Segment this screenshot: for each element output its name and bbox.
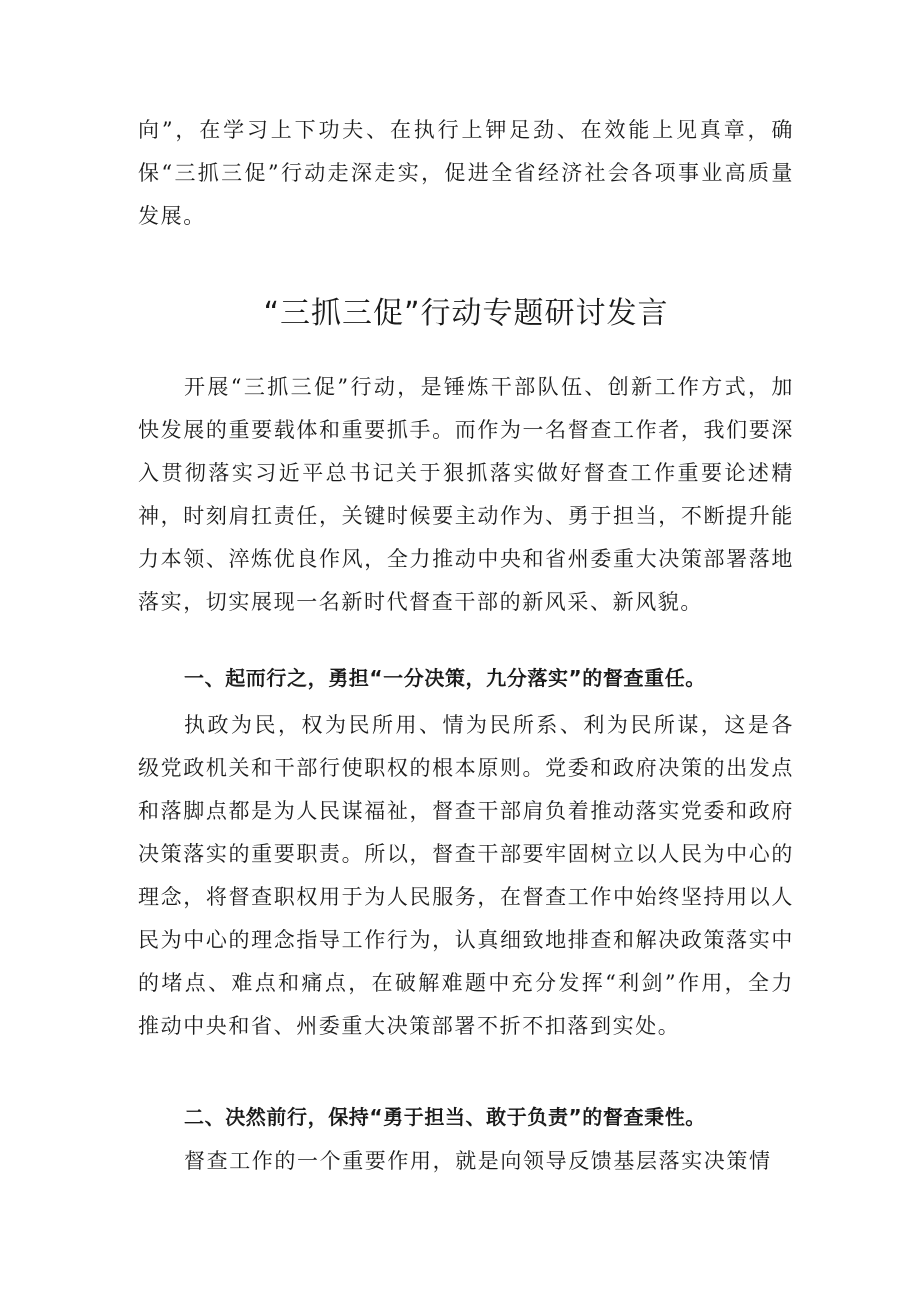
intro-paragraph: 向”，在学习上下功夫、在执行上钾足劲、在效能上见真章，确保“三抓三促”行动走深走实，促进全省经济社会各项事业高质量发展。: [138, 118, 794, 228]
document-title: “三抓三促”行动专题研讨发言: [263, 296, 669, 331]
body-paragraph: 开展“三抓三促”行动，是锤炼干部队伍、创新工作方式，加快发展的重要载体和重要抓手。而作为一名督查工作者，我们要深入贯彻落实习近平总书记关于狠抓落实做好督查工作重要论述精神，时刻肩扛责任，关键时候要主动作为、勇于担当，不断提升能力本领、淬炼优良作风，全力推动中央和省州委重大决策部署落地落实，切实展现一名新时代督查干部的新风采、新风貌。: [138, 375, 794, 614]
body-paragraph: 执政为民，权为民所用、情为民所系、利为民所谋，这是各级党政机关和干部行使职权的根本原则。党委和政府决策的出发点和落脚点都是为人民谋福祉，督查干部肩负着推动落实党委和政府决策落实的重要职责。所以，督查干部要牢固树立以人民为中心的理念，将督查职权用于为人民服务，在督查工作中始终坚持用以人民为中心的理念指导工作行为，认真细致地排查和解决政策落实中的堵点、难点和痛点，在破解难题中充分发挥“利剑”作用，全力推动中央和省、州委重大决策部署不折不扣落到实处。: [138, 713, 794, 1038]
body-paragraph: 督查工作的一个重要作用，就是向领导反馈基层落实决策情: [184, 1149, 772, 1173]
section-heading-1: 一、起而行之，勇担“一分决策，九分落实”的督查重任。: [184, 666, 706, 690]
section-heading-2: 二、决然前行，保持“勇于担当、敢于负责”的督查秉性。: [184, 1105, 706, 1129]
